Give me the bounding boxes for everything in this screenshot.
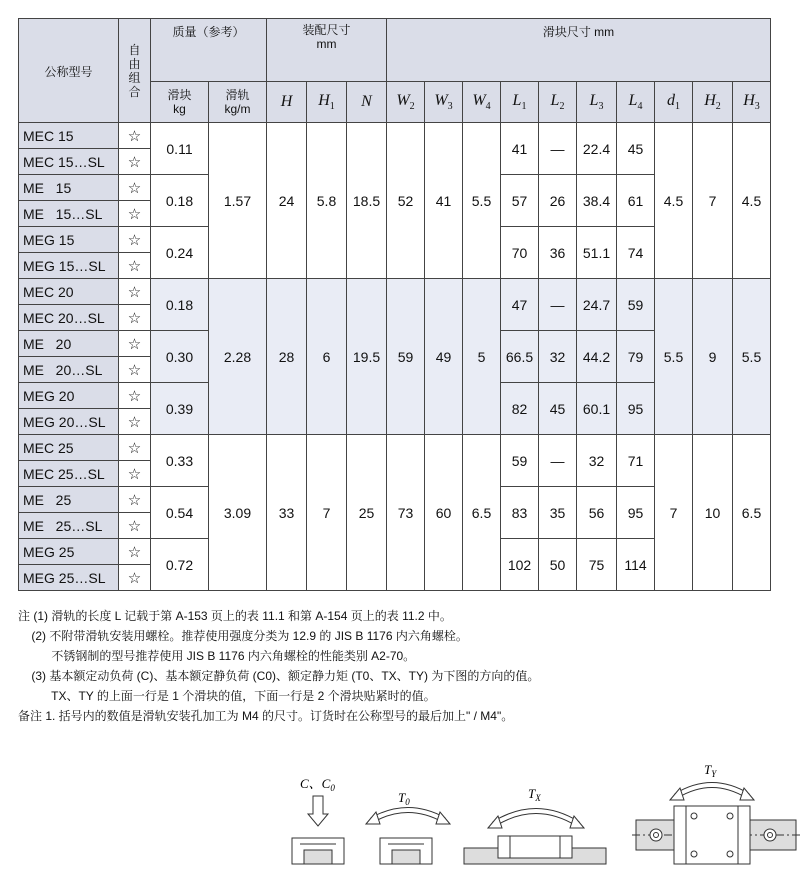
H2-cell: 7 (693, 123, 733, 279)
W2-cell: 52 (387, 123, 425, 279)
header-L4: $L_4$ (617, 82, 655, 123)
footnote-line: TX、TY 的上面一行是 1 个滑块的值，下面一行是 2 个滑块贴紧时的值。 (18, 689, 436, 703)
model-cell: ME 15 (19, 175, 119, 201)
table-row (19, 279, 771, 305)
model-cell: ME 25…SL (19, 513, 119, 539)
t0-label: $T_0$ (398, 790, 410, 807)
L4-cell: 79 (617, 331, 655, 383)
header-mass-rail: 滑轨 kg/m (209, 82, 267, 123)
L2-cell: 45 (539, 383, 577, 435)
L3-cell: 56 (577, 487, 617, 539)
model-cell: MEC 15 (19, 123, 119, 149)
free-combo-star-icon: ☆ (119, 227, 151, 253)
L4-cell: 45 (617, 123, 655, 175)
W3-cell: 41 (425, 123, 463, 279)
H2-cell: 9 (693, 279, 733, 435)
block-mass-cell: 0.54 (151, 487, 209, 539)
table-body (19, 123, 771, 591)
header-W3: $W_3$ (425, 82, 463, 123)
header-L2: $L_2$ (539, 82, 577, 123)
tx-label: $T_X$ (528, 786, 541, 803)
W4-cell: 6.5 (463, 435, 501, 591)
header-H1: $H_1$ (307, 82, 347, 123)
L1-cell: 47 (501, 279, 539, 331)
free-combo-star-icon: ☆ (119, 383, 151, 409)
footnote-line: 注 (1) 滑轨的长度 L 记载于第 A-153 页上的表 11.1 和第 A-154 页上的表 11.2 中。 (18, 609, 452, 623)
W4-cell: 5.5 (463, 123, 501, 279)
footnote-line: (3) 基本额定动负荷 (C)、基本额定静负荷 (C0)、额定静力矩 (T0、TX、TY) 为下图的方向的值。 (18, 669, 540, 683)
model-cell: MEC 20…SL (19, 305, 119, 331)
H-cell: 24 (267, 123, 307, 279)
d1-cell: 4.5 (655, 123, 693, 279)
H3-cell: 4.5 (733, 123, 771, 279)
block-mass-cell: 0.72 (151, 539, 209, 591)
N-cell: 25 (347, 435, 387, 591)
spec-table (18, 18, 771, 591)
block-mass-cell: 0.18 (151, 279, 209, 331)
L1-cell: 41 (501, 123, 539, 175)
L1-cell: 82 (501, 383, 539, 435)
block-mass-cell: 0.24 (151, 227, 209, 279)
L2-cell: — (539, 435, 577, 487)
rail-mass-cell: 3.09 (209, 435, 267, 591)
header-H2: $H_2$ (693, 82, 733, 123)
model-cell: ME 15…SL (19, 201, 119, 227)
free-combo-star-icon: ☆ (119, 331, 151, 357)
free-combo-star-icon: ☆ (119, 305, 151, 331)
header-model: 公称型号 (19, 19, 119, 123)
model-cell: MEG 20…SL (19, 409, 119, 435)
model-cell: MEG 25…SL (19, 565, 119, 591)
W2-cell: 59 (387, 279, 425, 435)
L4-cell: 95 (617, 383, 655, 435)
model-cell: ME 20…SL (19, 357, 119, 383)
header-W4: $W_4$ (463, 82, 501, 123)
header-mass-block: 滑块 kg (151, 82, 209, 123)
L3-cell: 38.4 (577, 175, 617, 227)
tx-diagram (464, 786, 606, 864)
t0-diagram (366, 790, 450, 864)
L3-cell: 44.2 (577, 331, 617, 383)
L1-cell: 59 (501, 435, 539, 487)
table-row (19, 435, 771, 461)
model-cell: MEG 25 (19, 539, 119, 565)
header-H: H (267, 82, 307, 123)
H-cell: 33 (267, 435, 307, 591)
H2-cell: 10 (693, 435, 733, 591)
load-diagram (292, 776, 344, 864)
L4-cell: 74 (617, 227, 655, 279)
L1-cell: 57 (501, 175, 539, 227)
free-combo-star-icon: ☆ (119, 539, 151, 565)
block-mass-cell: 0.11 (151, 123, 209, 175)
block-mass-cell: 0.33 (151, 435, 209, 487)
N-cell: 18.5 (347, 123, 387, 279)
footnote-line: 不锈钢制的型号推荐使用 JIS B 1176 内六角螺栓的性能类别 A2-70。 (18, 649, 416, 663)
free-combo-star-icon: ☆ (119, 149, 151, 175)
L3-cell: 60.1 (577, 383, 617, 435)
L1-cell: 66.5 (501, 331, 539, 383)
table-header (19, 19, 771, 123)
free-combo-star-icon: ☆ (119, 279, 151, 305)
H-cell: 28 (267, 279, 307, 435)
L1-cell: 70 (501, 227, 539, 279)
free-combo-star-icon: ☆ (119, 253, 151, 279)
L3-cell: 24.7 (577, 279, 617, 331)
load-direction-diagrams (0, 740, 800, 880)
header-L1: $L_1$ (501, 82, 539, 123)
H3-cell: 5.5 (733, 279, 771, 435)
header-mount-group: 装配尺寸 mm (267, 19, 387, 82)
d1-cell: 7 (655, 435, 693, 591)
L2-cell: 32 (539, 331, 577, 383)
free-combo-star-icon: ☆ (119, 409, 151, 435)
W3-cell: 60 (425, 435, 463, 591)
L3-cell: 32 (577, 435, 617, 487)
header-mass-group: 质量（参考） (151, 19, 267, 82)
free-combo-star-icon: ☆ (119, 513, 151, 539)
model-cell: MEC 25…SL (19, 461, 119, 487)
free-combo-star-icon: ☆ (119, 357, 151, 383)
L2-cell: 50 (539, 539, 577, 591)
L3-cell: 75 (577, 539, 617, 591)
L3-cell: 51.1 (577, 227, 617, 279)
block-mass-cell: 0.18 (151, 175, 209, 227)
model-cell: ME 25 (19, 487, 119, 513)
H1-cell: 5.8 (307, 123, 347, 279)
rail-mass-cell: 2.28 (209, 279, 267, 435)
header-W2: $W_2$ (387, 82, 425, 123)
model-cell: ME 20 (19, 331, 119, 357)
rail-mass-cell: 1.57 (209, 123, 267, 279)
model-cell: MEC 25 (19, 435, 119, 461)
H1-cell: 7 (307, 435, 347, 591)
H1-cell: 6 (307, 279, 347, 435)
L4-cell: 59 (617, 279, 655, 331)
ty-label: $T_Y$ (704, 762, 717, 779)
W4-cell: 5 (463, 279, 501, 435)
L4-cell: 95 (617, 487, 655, 539)
free-combo-star-icon: ☆ (119, 435, 151, 461)
model-cell: MEC 20 (19, 279, 119, 305)
free-combo-star-icon: ☆ (119, 123, 151, 149)
ty-diagram (632, 762, 800, 864)
model-cell: MEC 15…SL (19, 149, 119, 175)
free-combo-star-icon: ☆ (119, 201, 151, 227)
L1-cell: 83 (501, 487, 539, 539)
header-L3: $L_3$ (577, 82, 617, 123)
header-block-group: 滑块尺寸 mm (387, 19, 771, 82)
L2-cell: — (539, 279, 577, 331)
N-cell: 19.5 (347, 279, 387, 435)
free-combo-star-icon: ☆ (119, 175, 151, 201)
L2-cell: 26 (539, 175, 577, 227)
free-combo-star-icon: ☆ (119, 487, 151, 513)
load-label: C、$C_0$ (300, 776, 335, 793)
header-free-combo: 自由组合 (119, 19, 151, 123)
block-mass-cell: 0.39 (151, 383, 209, 435)
header-d1: $d_1$ (655, 82, 693, 123)
load-arrow-icon (308, 796, 328, 826)
L4-cell: 71 (617, 435, 655, 487)
L2-cell: 36 (539, 227, 577, 279)
W3-cell: 49 (425, 279, 463, 435)
free-combo-star-icon: ☆ (119, 565, 151, 591)
model-cell: MEG 15 (19, 227, 119, 253)
block-mass-cell: 0.30 (151, 331, 209, 383)
L1-cell: 102 (501, 539, 539, 591)
footnote-line: 备注 1. 括号内的数值是滑轨安装孔加工为 M4 的尺寸。订货时在公称型号的最后加上" / M4"。 (18, 709, 514, 723)
footnotes (18, 606, 788, 726)
header-N: N (347, 82, 387, 123)
L4-cell: 114 (617, 539, 655, 591)
L3-cell: 22.4 (577, 123, 617, 175)
free-combo-star-icon: ☆ (119, 461, 151, 487)
model-cell: MEG 20 (19, 383, 119, 409)
L2-cell: 35 (539, 487, 577, 539)
L4-cell: 61 (617, 175, 655, 227)
footnote-line: (2) 不附带滑轨安装用螺栓。推荐使用强度分类为 12.9 的 JIS B 1176 内六角螺栓。 (18, 629, 468, 643)
W2-cell: 73 (387, 435, 425, 591)
table-row (19, 123, 771, 149)
H3-cell: 6.5 (733, 435, 771, 591)
header-H3: $H_3$ (733, 82, 771, 123)
model-cell: MEG 15…SL (19, 253, 119, 279)
L2-cell: — (539, 123, 577, 175)
d1-cell: 5.5 (655, 279, 693, 435)
